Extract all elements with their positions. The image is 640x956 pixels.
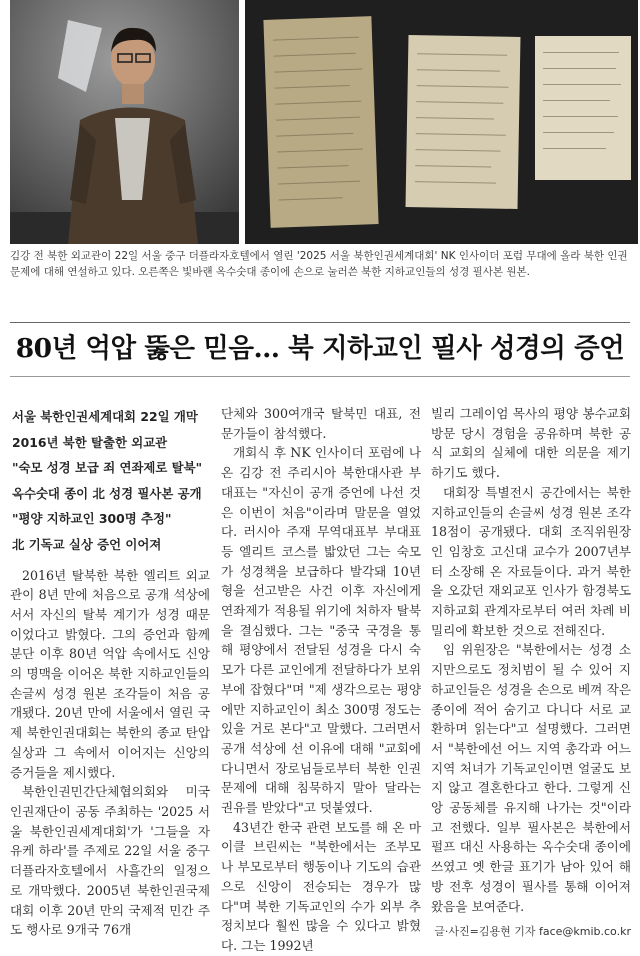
divider [10,376,630,377]
headline: 80년 억압 뚫은 믿음… 북 지하교인 필사 성경의 증언 [15,333,625,364]
subheadline: 서울 북한인권세계대회 22일 개막 [12,409,198,424]
speaker-photo [10,0,239,244]
photo-caption: 김강 전 북한 외교관이 22일 서울 중구 더플라자호텔에서 열린 '2025 서울 북한인권세계대회' NK 인사이더 포럼 무대에 올라 북한 인권문제에 대해 연설하고 있다. 오른쪽은 빛바랜 옥수숫대 종이에 손으로 눌러쓴 북한 지하교인들의 성경 필사본 원본. [10,250,628,278]
subheadline: "평양 지하교인 300명 추정" [12,511,172,527]
divider [10,322,630,323]
subheadline: 옥수숫대 종이 北 성경 필사본 공개 [12,485,202,501]
body-paragraph: 개회식 후 NK 인사이더 포럼에 나온 김강 전 주리시아 북한대사관 부대표는 "자신이 공개 증언에 나선 것은 이번이 처음"이라며 말문을 열었다. 러시아 주재 무역대표부 부대표 등 엘리트 코스를 밟았던 그는 숙모가 성경책을 보급하다 발각돼 10년 형을 선고받은 사건 이후 자신에게 연좌제가 적용될 위기에 처하자 탈북을 결심했다. 그는 "중국 국경을 통해 평양에서 전달된 성경을 다시 숙모가 다른 교인에게 전달하다가 보위부에 잡혔다"며 "제 생각으로는 평양에만 지하교인이 최소 300명 정도는 있을 거로 본다"고 말했다. 그러면서 공개 석상에 선 이유에 대해 "교회에 다니면서 장로님들로부터 북한 인권문제에 대해 침묵하지 말아 달라는 권유를 받았다"고 덧붙였다. [221,445,421,816]
body-paragraph: 대회장 특별전시 공간에서는 북한 지하교인들의 손글씨 성경 원본 조각 18점이 공개됐다. 대회 조직위원장인 임창호 고신대 교수가 2007년부터 소장해 온 자료들이다. 과거 북한을 오갔던 재외교포 인사가 함경북도 지하교회 관계자로부터 여러 차례 비밀리에 확보한 것으로 전해진다. [431,484,631,638]
subheadline: "숙모 성경 보급 죄 연좌제로 탈북" [12,460,203,476]
body-paragraph: 빌리 그레이엄 목사의 평양 봉수교회 방문 당시 경험을 공유하며 북한 공식 교회의 실체에 대한 의문을 제기하기도 했다. [431,406,631,481]
speaker-photo-icon [10,0,239,244]
article-column-1 [10,404,210,940]
body-paragraph: 43년간 한국 관련 보도를 해 온 마이클 브린씨는 "북한에서는 조부모나 부모로부터 행동이나 기도의 습관으로 신앙이 전승되는 경우가 많다"며 북한 기독교인의 수가 외부 추정치보다 훨씬 많을 수 있다고 밝혔다. 그는 1992년 [221,819,421,953]
subheadlines [10,404,210,558]
byline: 글·사진=김용현 기자 face@kmib.co.kr [434,925,631,939]
bible-fragment-2 [406,35,521,209]
body-paragraph: 북한인권민간단체협의회와 미국 인권재단이 공동 주최하는 '2025 서울 북한인권세계대회'가 '그들을 자유케 하라'를 주제로 22일 서울 중구 더플라자호텔에서 사흘간의 일정으로 개막했다. 2005년 북한인권국제대회 이후 20년 만의 국제적 민간 주도 행사로 9개국 76개 [10,784,210,938]
body-paragraph: 임 위원장은 "북한에서는 성경 소지만으로도 정치범이 될 수 있어 지하교인들은 성경을 손으로 베껴 작은 종이에 적어 숨기고 다니다 서로 교환하며 읽는다"고 설명했다. 그러면서 "북한에선 어느 지역 총각과 어느 지역 처녀가 기독교인이면 얼굴도 보지 않고 결혼한다고 한다. 그렇게 신앙 공동체를 유지해 나가는 것"이라고 전했다. 일부 필사본은 북한에서 펄프 대신 사용하는 옥수숫대 종이에 쓰였고 옛 한글 표기가 남아 있어 해방 전후 성경이 필사를 통해 이어져 왔음을 보여준다. [431,642,631,914]
article-column-3 [431,404,631,942]
subheadline: 北 기독교 실상 증언 이어져 [12,536,162,552]
bible-fragment-3 [535,36,631,180]
bible-fragment-1 [263,16,378,228]
body-paragraph: 단체와 300여개국 탈북민 대표, 전문가들이 참석했다. [221,406,421,441]
body-paragraph: 2016년 탈북한 북한 엘리트 외교관이 8년 만에 처음으로 공개 석상에 서서 자신의 탈북 계기가 성경 때문이었다고 밝혔다. 그의 증언과 함께 분단 이후 80년 억압 속에서도 신앙의 명맥을 이어온 북한 지하교인들의 손글씨 성경 원본 조각들이 처음 공개됐다. 20년 만에 서울에서 열린 국제 북한인권대회는 북한의 종교 탄압 실상과 그 속에서 이어지는 신앙의 증거들을 제시했다. [10,567,210,780]
subheadline: 2016년 북한 탈출한 외교관 [12,434,168,450]
article-column-2 [221,404,421,956]
handwritten-bible-pages-photo [245,0,638,244]
